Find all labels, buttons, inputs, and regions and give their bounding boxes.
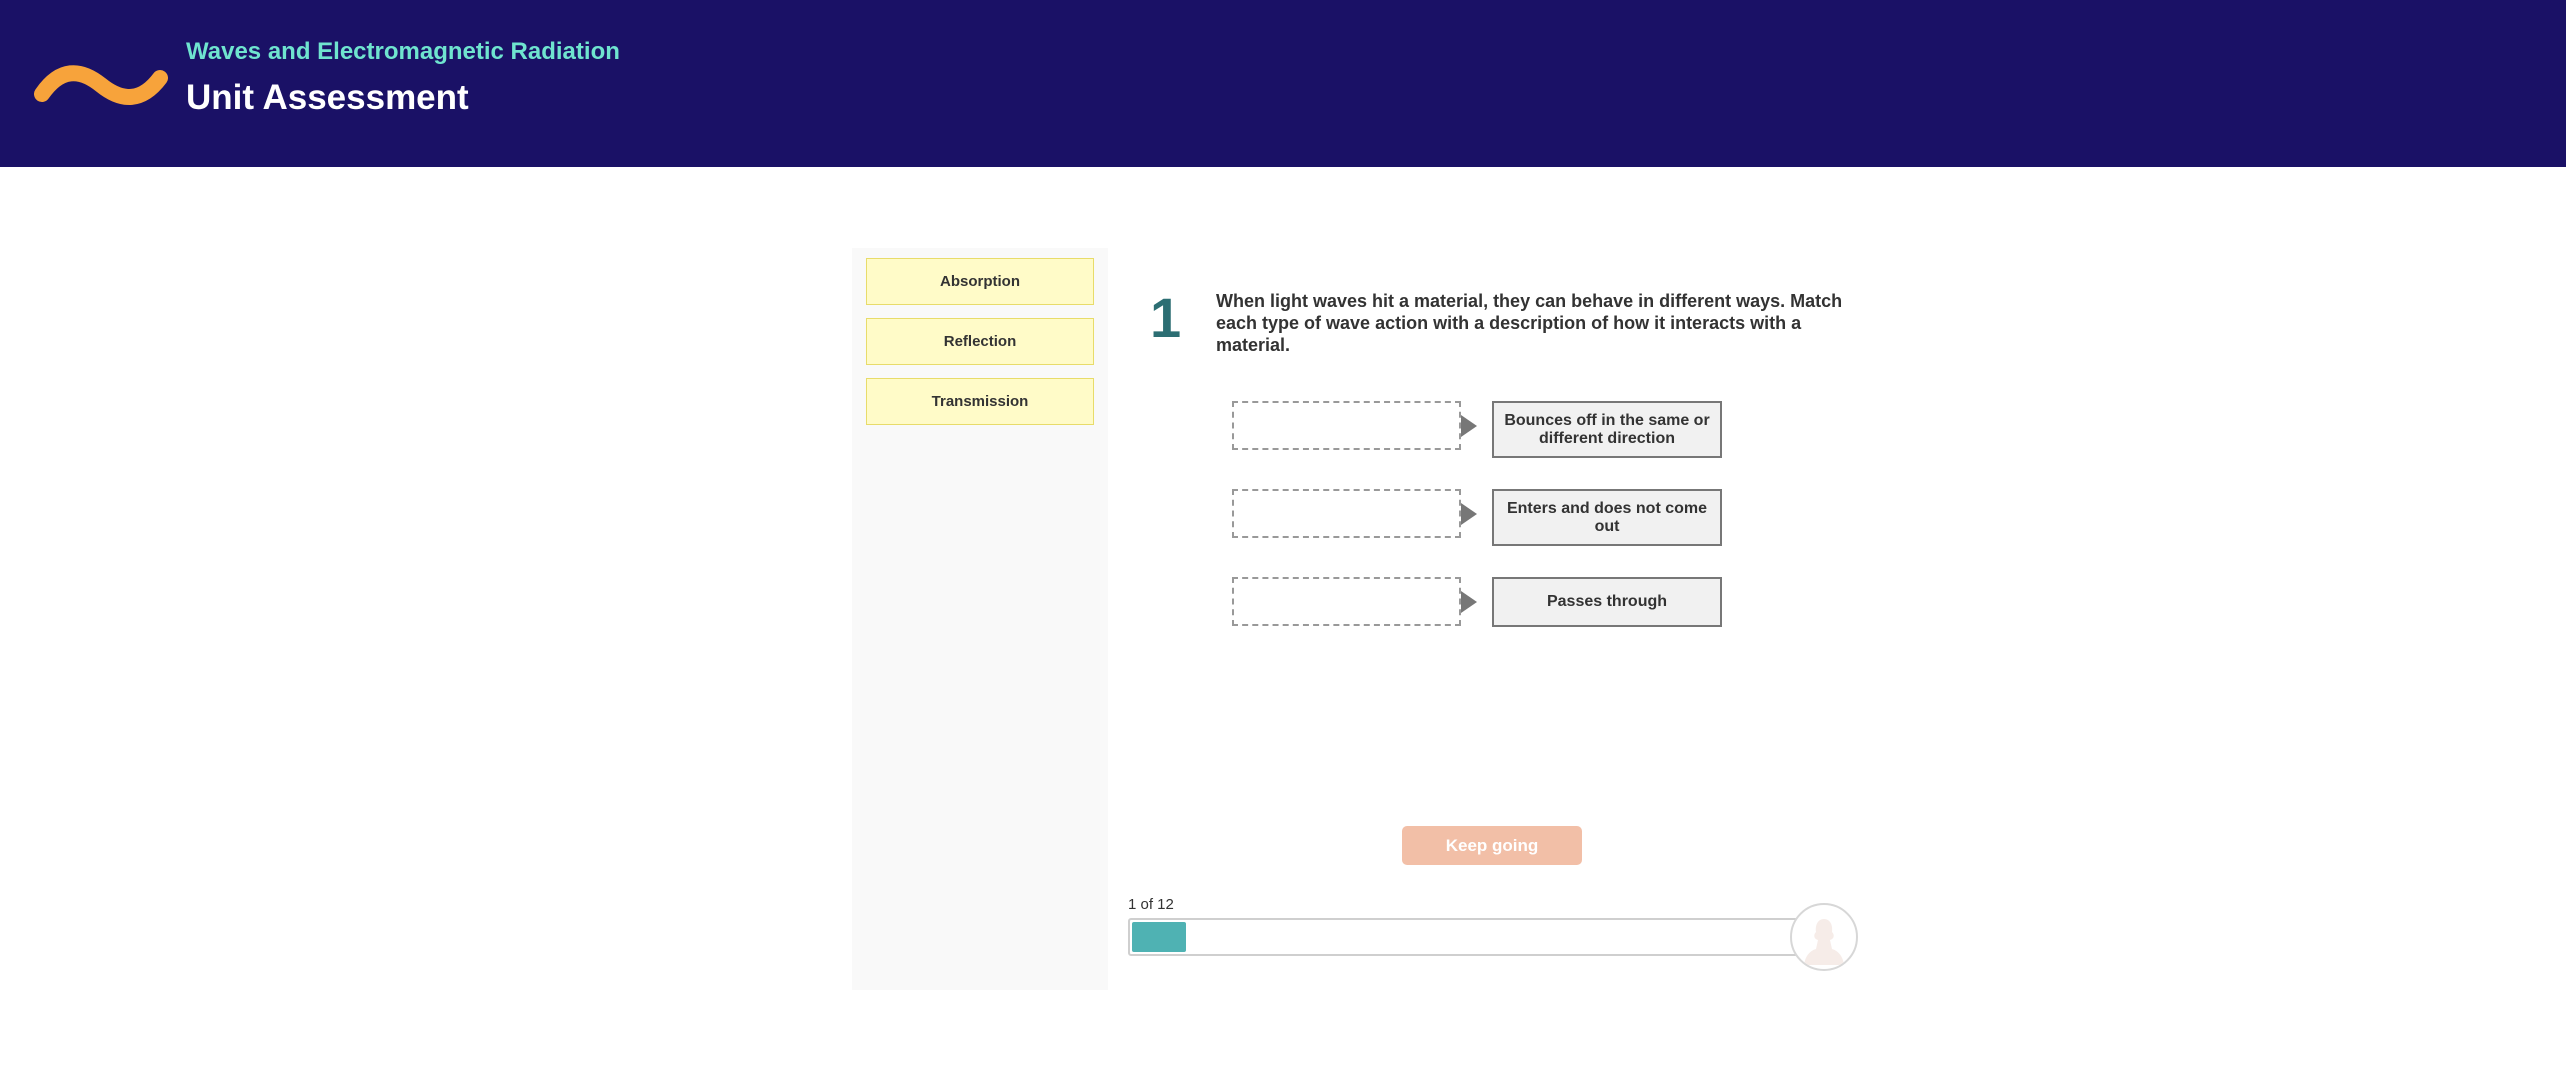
drop-slot-1[interactable] <box>1232 401 1461 450</box>
progress-bar-fill <box>1132 922 1186 952</box>
user-avatar-icon <box>1790 903 1858 971</box>
keep-going-button[interactable]: Keep going <box>1402 826 1582 865</box>
app-header <box>0 0 2566 167</box>
match-description-1: Bounces off in the same or different direction <box>1492 401 1722 458</box>
answer-chip-transmission[interactable]: Transmission <box>866 378 1094 425</box>
answer-chip-absorption[interactable]: Absorption <box>866 258 1094 305</box>
arrow-right-icon <box>1461 415 1477 437</box>
match-row <box>1232 577 1722 633</box>
progress-label: 1 of 12 <box>1128 896 1174 913</box>
question-prompt: When light waves hit a material, they can behave in different ways. Match each type of wave action with a description of how it interacts with a material. <box>1216 291 1843 355</box>
match-row <box>1232 489 1722 545</box>
match-description-3: Passes through <box>1492 577 1722 627</box>
drop-slot-3[interactable] <box>1232 577 1461 626</box>
arrow-right-icon <box>1461 591 1477 613</box>
wave-logo-icon <box>34 60 168 110</box>
page-title: Unit Assessment <box>186 78 469 117</box>
answer-bank <box>852 248 1108 990</box>
match-row <box>1232 401 1722 457</box>
question-number: 1 <box>1150 286 1182 349</box>
answer-chip-reflection[interactable]: Reflection <box>866 318 1094 365</box>
drop-slot-2[interactable] <box>1232 489 1461 538</box>
unit-name: Waves and Electromagnetic Radiation <box>186 38 620 65</box>
arrow-right-icon <box>1461 503 1477 525</box>
progress-bar <box>1128 918 1798 956</box>
match-description-2: Enters and does not come out <box>1492 489 1722 546</box>
